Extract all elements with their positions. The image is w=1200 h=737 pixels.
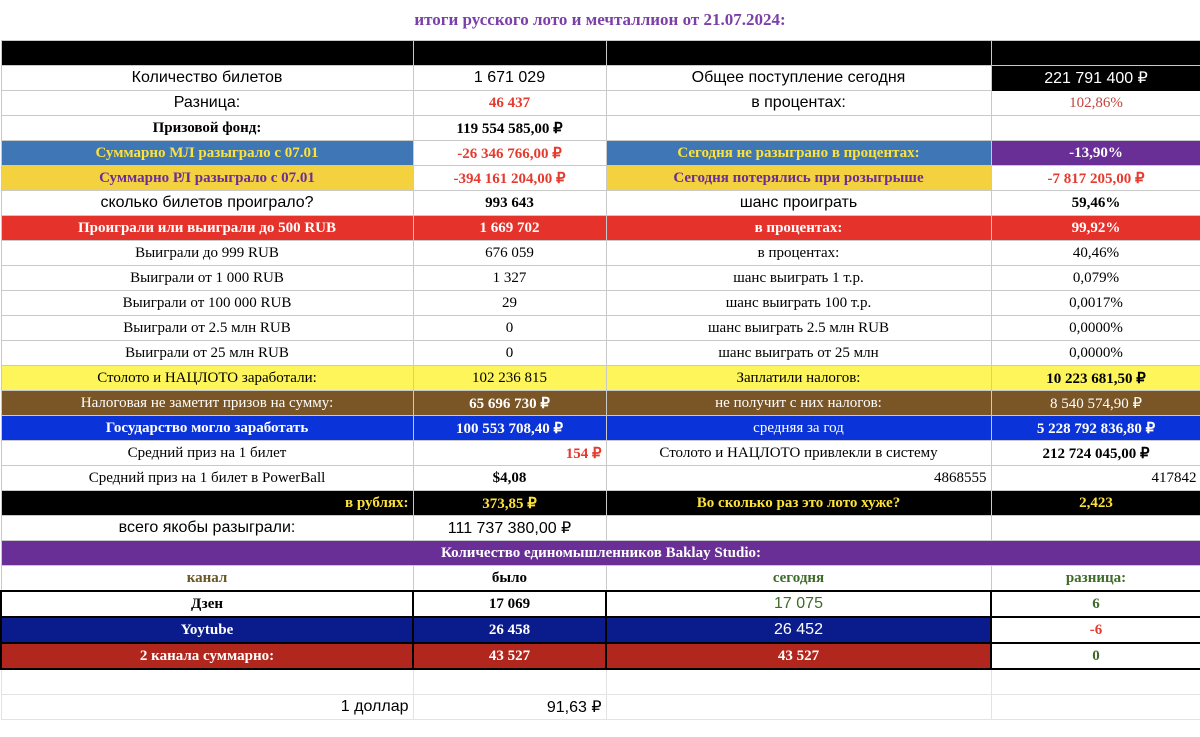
- cell: Количество билетов в прошлый розыгрыш: [1, 41, 413, 66]
- table-row: [1, 241, 1200, 266]
- cell: Выиграли от 25 млн RUB: [1, 341, 413, 366]
- cell: 154 ₽: [413, 441, 606, 466]
- cell: [413, 669, 606, 695]
- cell: 0,0017%: [991, 291, 1200, 316]
- cell: Во сколько раз это лото хуже?: [606, 491, 991, 516]
- cell: Государство могло заработать: [1, 416, 413, 441]
- table-row: [1, 491, 1200, 516]
- table-row: [1, 441, 1200, 466]
- cell: 8 540 574,90 ₽: [991, 391, 1200, 416]
- cell: Столото и НАЦЛОТО привлекли в систему: [606, 441, 991, 466]
- cell: 40,46%: [991, 241, 1200, 266]
- cell: Выиграли от 2.5 млн RUB: [1, 316, 413, 341]
- cell: 0,0000%: [991, 316, 1200, 341]
- table-row: [1, 116, 1200, 141]
- cell: Yoytube: [1, 617, 413, 643]
- cell: Разница:: [1, 91, 413, 116]
- cell: 6: [991, 591, 1200, 617]
- cell: 29: [413, 291, 606, 316]
- cell: Выиграли от 1 000 RUB: [1, 266, 413, 291]
- table-row: [1, 216, 1200, 241]
- table-row: [1, 66, 1200, 91]
- table-row: [1, 266, 1200, 291]
- cell: -13,90%: [991, 141, 1200, 166]
- cell: 0,0000%: [991, 341, 1200, 366]
- cell: 1 624 592: [413, 41, 606, 66]
- cell: Сегодня не разыграно в процентах:: [606, 141, 991, 166]
- cell: 43 527: [413, 643, 606, 669]
- cell: 1 669 702: [413, 216, 606, 241]
- table-row: [1, 316, 1200, 341]
- cell: 1 671 029: [413, 66, 606, 91]
- table-row: [1, 41, 1200, 66]
- cell: 10 223 681,50 ₽: [991, 366, 1200, 391]
- table-row: [1, 341, 1200, 366]
- cell: Дзен: [1, 591, 413, 617]
- cell: 212 724 045,00 ₽: [991, 441, 1200, 466]
- cell: 0,079%: [991, 266, 1200, 291]
- cell: Проиграли или выиграли до 500 RUB: [1, 216, 413, 241]
- cell: [606, 516, 991, 541]
- cell: 99,92%: [991, 216, 1200, 241]
- cell: Заплатили налогов:: [606, 366, 991, 391]
- table-row: [1, 391, 1200, 416]
- subscribers-row: [1, 643, 1200, 669]
- subscribers-row: [1, 591, 1200, 617]
- cell: [1, 669, 413, 695]
- cell: [991, 116, 1200, 141]
- cell: общее поступление RUB: [606, 41, 991, 66]
- page-title: итоги русского лото и мечталлион от 21.07.2024:: [414, 10, 786, 29]
- cell: 59,46%: [991, 191, 1200, 216]
- cell: Количество билетов: [1, 66, 413, 91]
- dollar-value: 91,63 ₽: [413, 695, 606, 720]
- cell: 100 553 708,40 ₽: [413, 416, 606, 441]
- column-header: канал: [1, 566, 413, 592]
- table-row: [1, 366, 1200, 391]
- table-row: [1, 141, 1200, 166]
- cell: Суммарно МЛ разыграло с 07.01: [1, 141, 413, 166]
- cell: 993 643: [413, 191, 606, 216]
- cell: 0: [991, 643, 1200, 669]
- cell: Выиграли от 100 000 RUB: [1, 291, 413, 316]
- dollar-label: 1 доллар: [1, 695, 413, 720]
- cell: 102 236 815: [413, 366, 606, 391]
- cell: всего якобы разыграли:: [1, 516, 413, 541]
- column-header: разница:: [991, 566, 1200, 592]
- cell: $4,08: [413, 466, 606, 491]
- spacer-row: [1, 669, 1200, 695]
- cell: -394 161 204,00 ₽: [413, 166, 606, 191]
- cell: 17 069: [413, 591, 606, 617]
- cell: в процентах:: [606, 241, 991, 266]
- table-row: [1, 516, 1200, 541]
- cell: -7 817 205,00 ₽: [991, 166, 1200, 191]
- cell: Налоговая не заметит призов на сумму:: [1, 391, 413, 416]
- cell: Суммарно РЛ разыграло с 07.01: [1, 166, 413, 191]
- cell: [606, 669, 991, 695]
- cell: 221 791 400 ₽: [991, 66, 1200, 91]
- cell: Общее поступление сегодня: [606, 66, 991, 91]
- cell: в рублях:: [1, 491, 413, 516]
- cell: Сегодня потерялись при розыгрыше: [606, 166, 991, 191]
- cell: шанс выиграть от 25 млн: [606, 341, 991, 366]
- cell: 43 527: [606, 643, 991, 669]
- cell: Средний приз на 1 билет в PowerBall: [1, 466, 413, 491]
- subscribers-title: Количество единомышленников Baklay Studio:: [1, 541, 1200, 566]
- cell: 46 437: [413, 91, 606, 116]
- subscribers-row: [1, 617, 1200, 643]
- cell: [991, 669, 1200, 695]
- cell: сколько билетов проиграло?: [1, 191, 413, 216]
- cell: 65 696 730 ₽: [413, 391, 606, 416]
- cell: в процентах:: [606, 216, 991, 241]
- cell: шанс выиграть 100 т.р.: [606, 291, 991, 316]
- column-header: было: [413, 566, 606, 592]
- table-row: [1, 166, 1200, 191]
- cell: 0: [413, 341, 606, 366]
- cell: 5 228 792 836,80 ₽: [991, 416, 1200, 441]
- cell: [606, 695, 991, 720]
- cell: 2,423: [991, 491, 1200, 516]
- cell: 0: [413, 316, 606, 341]
- cell: 102,86%: [991, 91, 1200, 116]
- cell: Столото и НАЦЛОТО заработали:: [1, 366, 413, 391]
- cell: 17 075: [606, 591, 991, 617]
- cell: не получит с них налогов:: [606, 391, 991, 416]
- cell: средняя за год: [606, 416, 991, 441]
- cell: шанс проиграть: [606, 191, 991, 216]
- table-row: [1, 291, 1200, 316]
- table-row: [1, 466, 1200, 491]
- table-row: [1, 191, 1200, 216]
- cell: 1 327: [413, 266, 606, 291]
- cell: Средний приз на 1 билет: [1, 441, 413, 466]
- cell: 26 452: [606, 617, 991, 643]
- cell: 373,85 ₽: [413, 491, 606, 516]
- cell: 207 723 650 ₽: [991, 41, 1200, 66]
- lotto-results-table: [0, 40, 1200, 720]
- cell: в процентах:: [606, 91, 991, 116]
- dollar-row: [1, 695, 1200, 720]
- cell: 111 737 380,00 ₽: [413, 516, 606, 541]
- cell: 119 554 585,00 ₽: [413, 116, 606, 141]
- subscribers-header-row: [1, 566, 1200, 592]
- cell: 2 канала суммарно:: [1, 643, 413, 669]
- cell: шанс выиграть 2.5 млн RUB: [606, 316, 991, 341]
- table-row: [1, 416, 1200, 441]
- cell: 676 059: [413, 241, 606, 266]
- cell: [991, 516, 1200, 541]
- cell: -26 346 766,00 ₽: [413, 141, 606, 166]
- cell: [991, 695, 1200, 720]
- cell: Призовой фонд:: [1, 116, 413, 141]
- subscribers-title-row: [1, 541, 1200, 566]
- table-row: [1, 91, 1200, 116]
- cell: 26 458: [413, 617, 606, 643]
- cell: шанс выиграть 1 т.р.: [606, 266, 991, 291]
- cell: 417842: [991, 466, 1200, 491]
- cell: -6: [991, 617, 1200, 643]
- cell: [606, 116, 991, 141]
- column-header: сегодня: [606, 566, 991, 592]
- cell: 4868555: [606, 466, 991, 491]
- cell: Выиграли до 999 RUB: [1, 241, 413, 266]
